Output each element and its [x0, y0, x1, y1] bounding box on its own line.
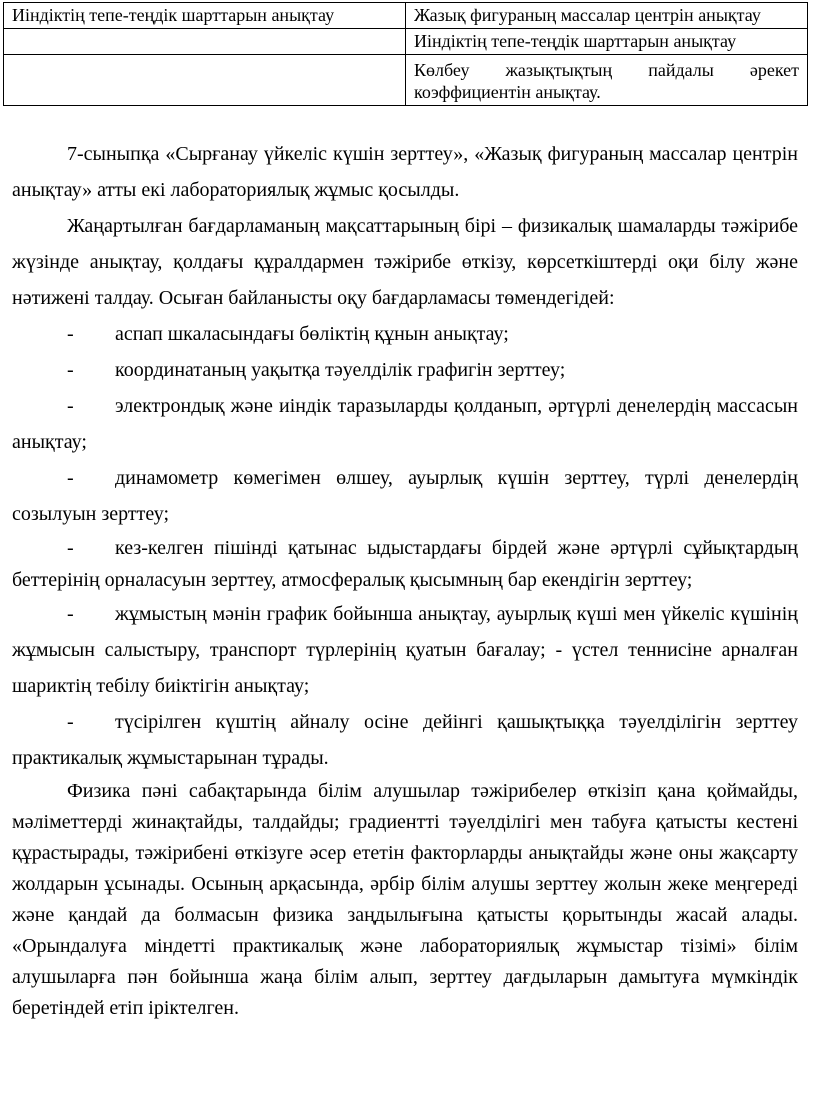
table-cell: Жазық фигураның массалар центрін анықтау	[406, 3, 808, 29]
bullet-dash: -	[67, 323, 74, 345]
list-item-text: электрондық және иіндік таразыларды қолданып, әртүрлі денелердің массасын анықтау;	[12, 395, 798, 453]
list-item	[12, 596, 798, 704]
list-item-text: координатаның уақытқа тәуелділік графигін зерттеу;	[115, 359, 566, 381]
list-item	[12, 460, 798, 532]
bullet-dash: -	[67, 603, 74, 625]
table-cell	[4, 29, 406, 55]
list-item-text: динамометр көмегімен өлшеу, ауырлық күшін зерттеу, түрлі денелердің созылуын зерттеу;	[12, 467, 798, 525]
bullet-dash: -	[67, 395, 74, 417]
table-cell: Иіндіктің тепе-теңдік шарттарын анықтау	[406, 29, 808, 55]
paragraph-intro: 7-сыныпқа «Сырғанау үйкеліс күшін зерттеу», «Жазық фигураның массалар центрін анықтау» атты екі лабораториялық жұмыс қосылды.	[12, 143, 798, 201]
list-item-text: түсірілген күштің айналу осіне дейінгі қашықтыққа тәуелділігін зерттеу практикалық жұмыстарынан тұрады.	[12, 711, 798, 769]
list-item	[12, 352, 798, 388]
experiments-table	[3, 2, 808, 106]
bullet-dash: -	[67, 467, 74, 489]
list-item	[12, 316, 798, 352]
table-cell	[406, 55, 808, 106]
list-item-text: аспап шкаласындағы бөліктің құнын анықтау;	[115, 323, 509, 345]
paragraph-goals: Жаңартылған бағдарламаның мақсаттарының бірі – физикалық шамаларды тәжірибе жүзінде анықтау, қолдағы құралдармен тәжірибе өткізу, көрсеткіштерді оқи білу және нәтижені талдау. Осыған байланысты оқу бағдарламасы төмендегідей:	[12, 215, 798, 309]
list-item	[12, 388, 798, 460]
table-cell-line: коэффициентін анықтау.	[414, 82, 601, 102]
list-item	[12, 532, 798, 596]
table-cell: Иіндіктің тепе-теңдік шарттарын анықтау	[4, 3, 406, 29]
bullet-dash: -	[67, 537, 74, 559]
table-cell-line: Көлбеу жазықтықтың пайдалы әрекет	[414, 60, 799, 80]
list-item	[12, 704, 798, 776]
table-cell	[4, 55, 406, 106]
document-body	[12, 136, 798, 1024]
table-row	[4, 55, 808, 106]
bullet-dash: -	[67, 711, 74, 733]
list-item-text: кез-келген пішінді қатынас ыдыстардағы бірдей және әртүрлі сұйықтардың беттерінің орналасуын зерттеу, атмосфералық қысымның бар екендігін зерттеу;	[12, 537, 798, 591]
paragraph-summary: Физика пәні сабақтарында білім алушылар тәжірибелер өткізіп қана қоймайды, мәліметтерді жинақтайды, талдайды; градиентті тәуелділігі мен табуға қатысты кестені құрастырады, тәжірибені өткізуге әсер ететін факторларды анықтайды және оны жақсарту жолдарын ұсынады. Осының арқасында, әрбір білім алушы зерттеу жолын жеке меңгереді және қандай да болмасын физика заңдылығына қатысты қорытынды жасай алады. «Орындалуға міндетті практикалық және лабораториялық жұмыстар тізімі» білім алушыларға пән бойынша жаңа білім алып, зерттеу дағдыларын дамытуға мүмкіндік беретіндей етіп іріктелген.	[12, 780, 798, 1019]
table-row	[4, 29, 808, 55]
table-row	[4, 3, 808, 29]
bullet-dash: -	[67, 359, 74, 381]
list-item-text: жұмыстың мәнін график бойынша анықтау, ауырлық күші мен үйкеліс күшінің жұмысын салыстыру, транспорт түрлерінің қуатын бағалау; - үстел теннисіне арналған шариктің тебілу биіктігін анықтау;	[12, 603, 798, 697]
